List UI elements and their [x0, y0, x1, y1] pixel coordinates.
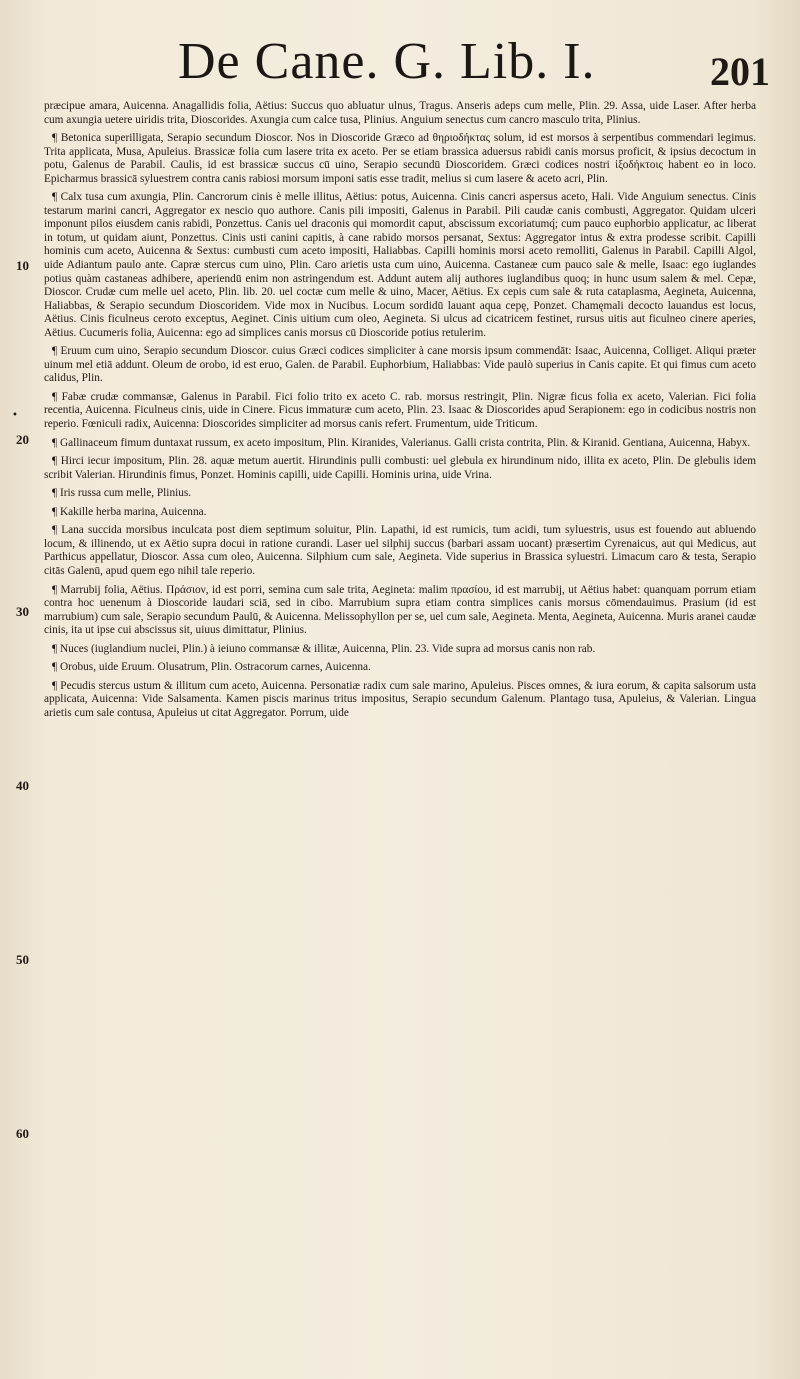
paragraph: ¶ Hirci iecur impositum, Plin. 28. aquæ metum auertit. Hirundinis pulli combusti: uel glebula ex hirundinum nido, illita ex aceto, Plin. De glebulis idem scribit Valerian. Hirundinis fimus, Ponzet. Hominis capilli, uide Capilli. Hominis urina, uide Vrina.: [44, 455, 756, 481]
paragraph: ¶ Lana succida morsibus inculcata post diem septimum soluitur, Plin. Lapathi, id est rumicis, tum acidi, tum syluestris, usus est fouendo aut abluendo locum, & illinendo, ut ex Aëtio supra docui in ratione curandi. Laser uel silphij succus (barbari assam uocant) præsertim Cyrenaicus, aut qui Medicus, aut Parthicus appellatur, Dioscor. Assa cum oleo, Auicenna. Silphium cum sale, Aegineta. Vide superius in Brassica syluestri. Limacum caro & testa, Serapio citās Galenū, apud quem ego nihil tale reperio.: [44, 524, 756, 577]
running-header: [150, 28, 770, 98]
paragraph: ¶ Eruum cum uino, Serapio secundum Dioscor. cuius Græci codices simpliciter à cane morsis ipsum commendāt: Isaac, Auicenna, Colliget. Aliqui præter uinum mel etiā addunt. Oleum de orobo, id est eruo, Galen. de Parabil. Euphorbium, Haliabbas: Vide paulò superius in Canis capite. Et qui fimus cum aceto calidus, Plin.: [44, 345, 756, 385]
paragraph: ¶ Orobus, uide Eruum. Olusatrum, Plin. Ostracorum carnes, Auicenna.: [52, 661, 371, 674]
paragraph: ¶ Iris russa cum melle, Plinius.: [52, 487, 192, 500]
paragraph: ¶ Betonica superilligata, Serapio secundum Dioscor. Nos in Dioscoride Græco ad θηριοδήκτας solum, id est morsos à serpentibus commendari legimus. Trita applicata, Musa, Apuleius. Brassicæ folia cum lasere trita ex aceto. Per se etiam brassica aduersus rabidi canis morsus proficit, & ipsius decoctum in potu, Galenus de Parabil. Caulis, id est brassicæ succus cū uino, Serapio secundū Dioscoridem. Græci codices nostri ἰξοδήκτοις habent eo in loco. Epicharmus brassicā syluestrem contra canis rabiosi morsum imponi satis esse tradit, melius si cum lasere & aceto acri, Plin.: [44, 132, 756, 185]
paragraph: ¶ Nuces (iuglandium nuclei, Plin.) à ieiuno commansæ & illitæ, Auicenna, Plin. 23. Vide supra ad morsus canis non rab.: [52, 642, 596, 655]
paragraph: ¶ Gallinaceum fimum duntaxat russum, ex aceto impositum, Plin. Kiranides, Valerianus. Galli crista contrita, Plin. & Kiranid. Gentiana, Auicenna, Habyx.: [52, 436, 751, 449]
running-title: De Cane. G. Lib. I.: [178, 33, 596, 90]
paragraph: præcipue amara, Auicenna. Anagallidis folia, Aëtius: Succus quo abluatur ulnus, Tragus. Anseris adeps cum melle, Plin. 29. Assa, uide Laser. After herba cum axungia uetere uiridis trita, Dioscorides. Axungia cum calce tusa, Plinius. Anguium senectus cum cancro masculo trita, Plinius.: [44, 100, 756, 126]
margin-line-number: 30: [16, 604, 29, 619]
margin-line-number: 20: [16, 432, 29, 447]
paragraph: ¶ Kakille herba marina, Auicenna.: [52, 505, 207, 518]
margin-dot-mark: •: [12, 410, 18, 421]
folio-number: 201: [710, 49, 770, 94]
body-text: [44, 100, 756, 725]
paragraph: ¶ Marrubij folia, Aëtius. Πράσιον, id est porri, semina cum sale trita, Aegineta: malim πρασίου, id est marrubij, ut Aëtius habet: quanquam porrum etiam contra hoc uenenum à Dioscoride laudari sciā, sed in cibo. Marrubium supra etiam contra simplices canis morsus cōmendauimus. Prasium (id est marrubium) cum sale, Serapio secundum Paulū, & Auicenna. Melissophyllon per se, uel cum sale, Aegineta. Menta, Aegineta, Auicenna. Muris aranei caudæ cinis, ita ut ipse cui abscissus sit, uiuus dimittatur, Plinius.: [44, 583, 756, 637]
margin-line-number: 40: [16, 778, 29, 793]
margin-line-number: 50: [16, 952, 29, 967]
paragraph: ¶ Fabæ crudæ commansæ, Galenus in Parabil. Fici folio trito ex aceto C. rab. morsus restringit, Plin. Nigræ ficus folia ex aceto, Valerian. Fici folia recentia, Auicenna. Ficulneus cinis, uide in Cinere. Ficus immaturæ cum aceto, Plin. 23. Isaac & Dioscorides apud Serapionem: ego in codicibus nostris non reperio. Fœniculi radix, Auicenna: Dioscorides simpliciter ad morsus canis refert. Frumentum, uide Triticum.: [44, 390, 756, 431]
paragraph: ¶ Pecudis stercus ustum & illitum cum aceto, Auicenna. Personatiæ radix cum sale marino, Apuleius. Pisces omnes, & iura eorum, & capita salsorum usta applicata, Auicenna: Vide Salsamenta. Kamen piscis marinus tritus impositus, Serapio secundum Galenum. Plantago tusa, Apuleius, & Valerian. Lingua arietis cum sale contusa, Apuleius ut citat Aggregator. Porrum, uide: [44, 679, 756, 719]
margin-line-number: 60: [16, 1126, 29, 1141]
paragraph: ¶ Calx tusa cum axungia, Plin. Cancrorum cinis è melle illitus, Aëtius: potus, Auicenna. Cinis cancri aspersus aceto, Hali. Vide Anguium senectus. Cinis testarum marini cancri, Aggregator ex nescio quo authore. Canis pili impositi, Galenus in Parabil. Pili caudæ canis combusti, Aggregator. Quidam ulceri imponunt pilos eiusdem canis rabidi, Ponzettus. Canis uel draconis qui momordit caput, abscissum excoriatumq́; cum pauco euphorbio applicatur, ac liberat in totum, ut quidam aiunt, Ponzettus. Cinis usti canini capitis, à cane rabido morsos persanat, Sextus: Aggregator intus & extra prodesse scribit. Capilli hominis cum aceto, Auicenna & Sextus: cumbusti cum aceto impositi, Haliabbas. Capilli hominis morsi aceto remolliti, Galenus in Parabil. Capilli Algol, uide Adiantum paulo ante. Capræ stercus cum uino, Plin. Caro arietis usta cum uino, Auicenna. Castaneæ cum pauco sale & melle, Isaac: ego iuglandes potius quàm castaneas adhibere, aperiendū enim non astringendum est. Addunt autem alij authores iuglandibus quoq; in hunc usum salem & mel. Cepæ, Dioscor. Crudæ cum melle uel aceto, Plin. lib. 20. uel coctæ cum melle & uino, Macer, Aëtius. Ex cepis cum sale & ruta cataplasma, Aegineta, Auicenna, Haliabbas, & Serapio secundum Dioscoridem. Vide mox in Nucibus. Locum sordidū lauant aqua cepę, Ponzet. Chamęmali decocto lauandus est locus, Aëtius. Cinis ficulneus ceroto exceptus, Aeginet. Cinis uitium cum oleo, Aegineta. Si ulcus ad cicatricem festinet, rursus uitis aut ficulneo cinere aperies, Aëtius. Cucumeris folia, Auicenna: ego ad simplices canis morsus cū Dioscoride potius retulerim.: [44, 191, 756, 339]
margin-line-number: 10: [16, 258, 29, 273]
